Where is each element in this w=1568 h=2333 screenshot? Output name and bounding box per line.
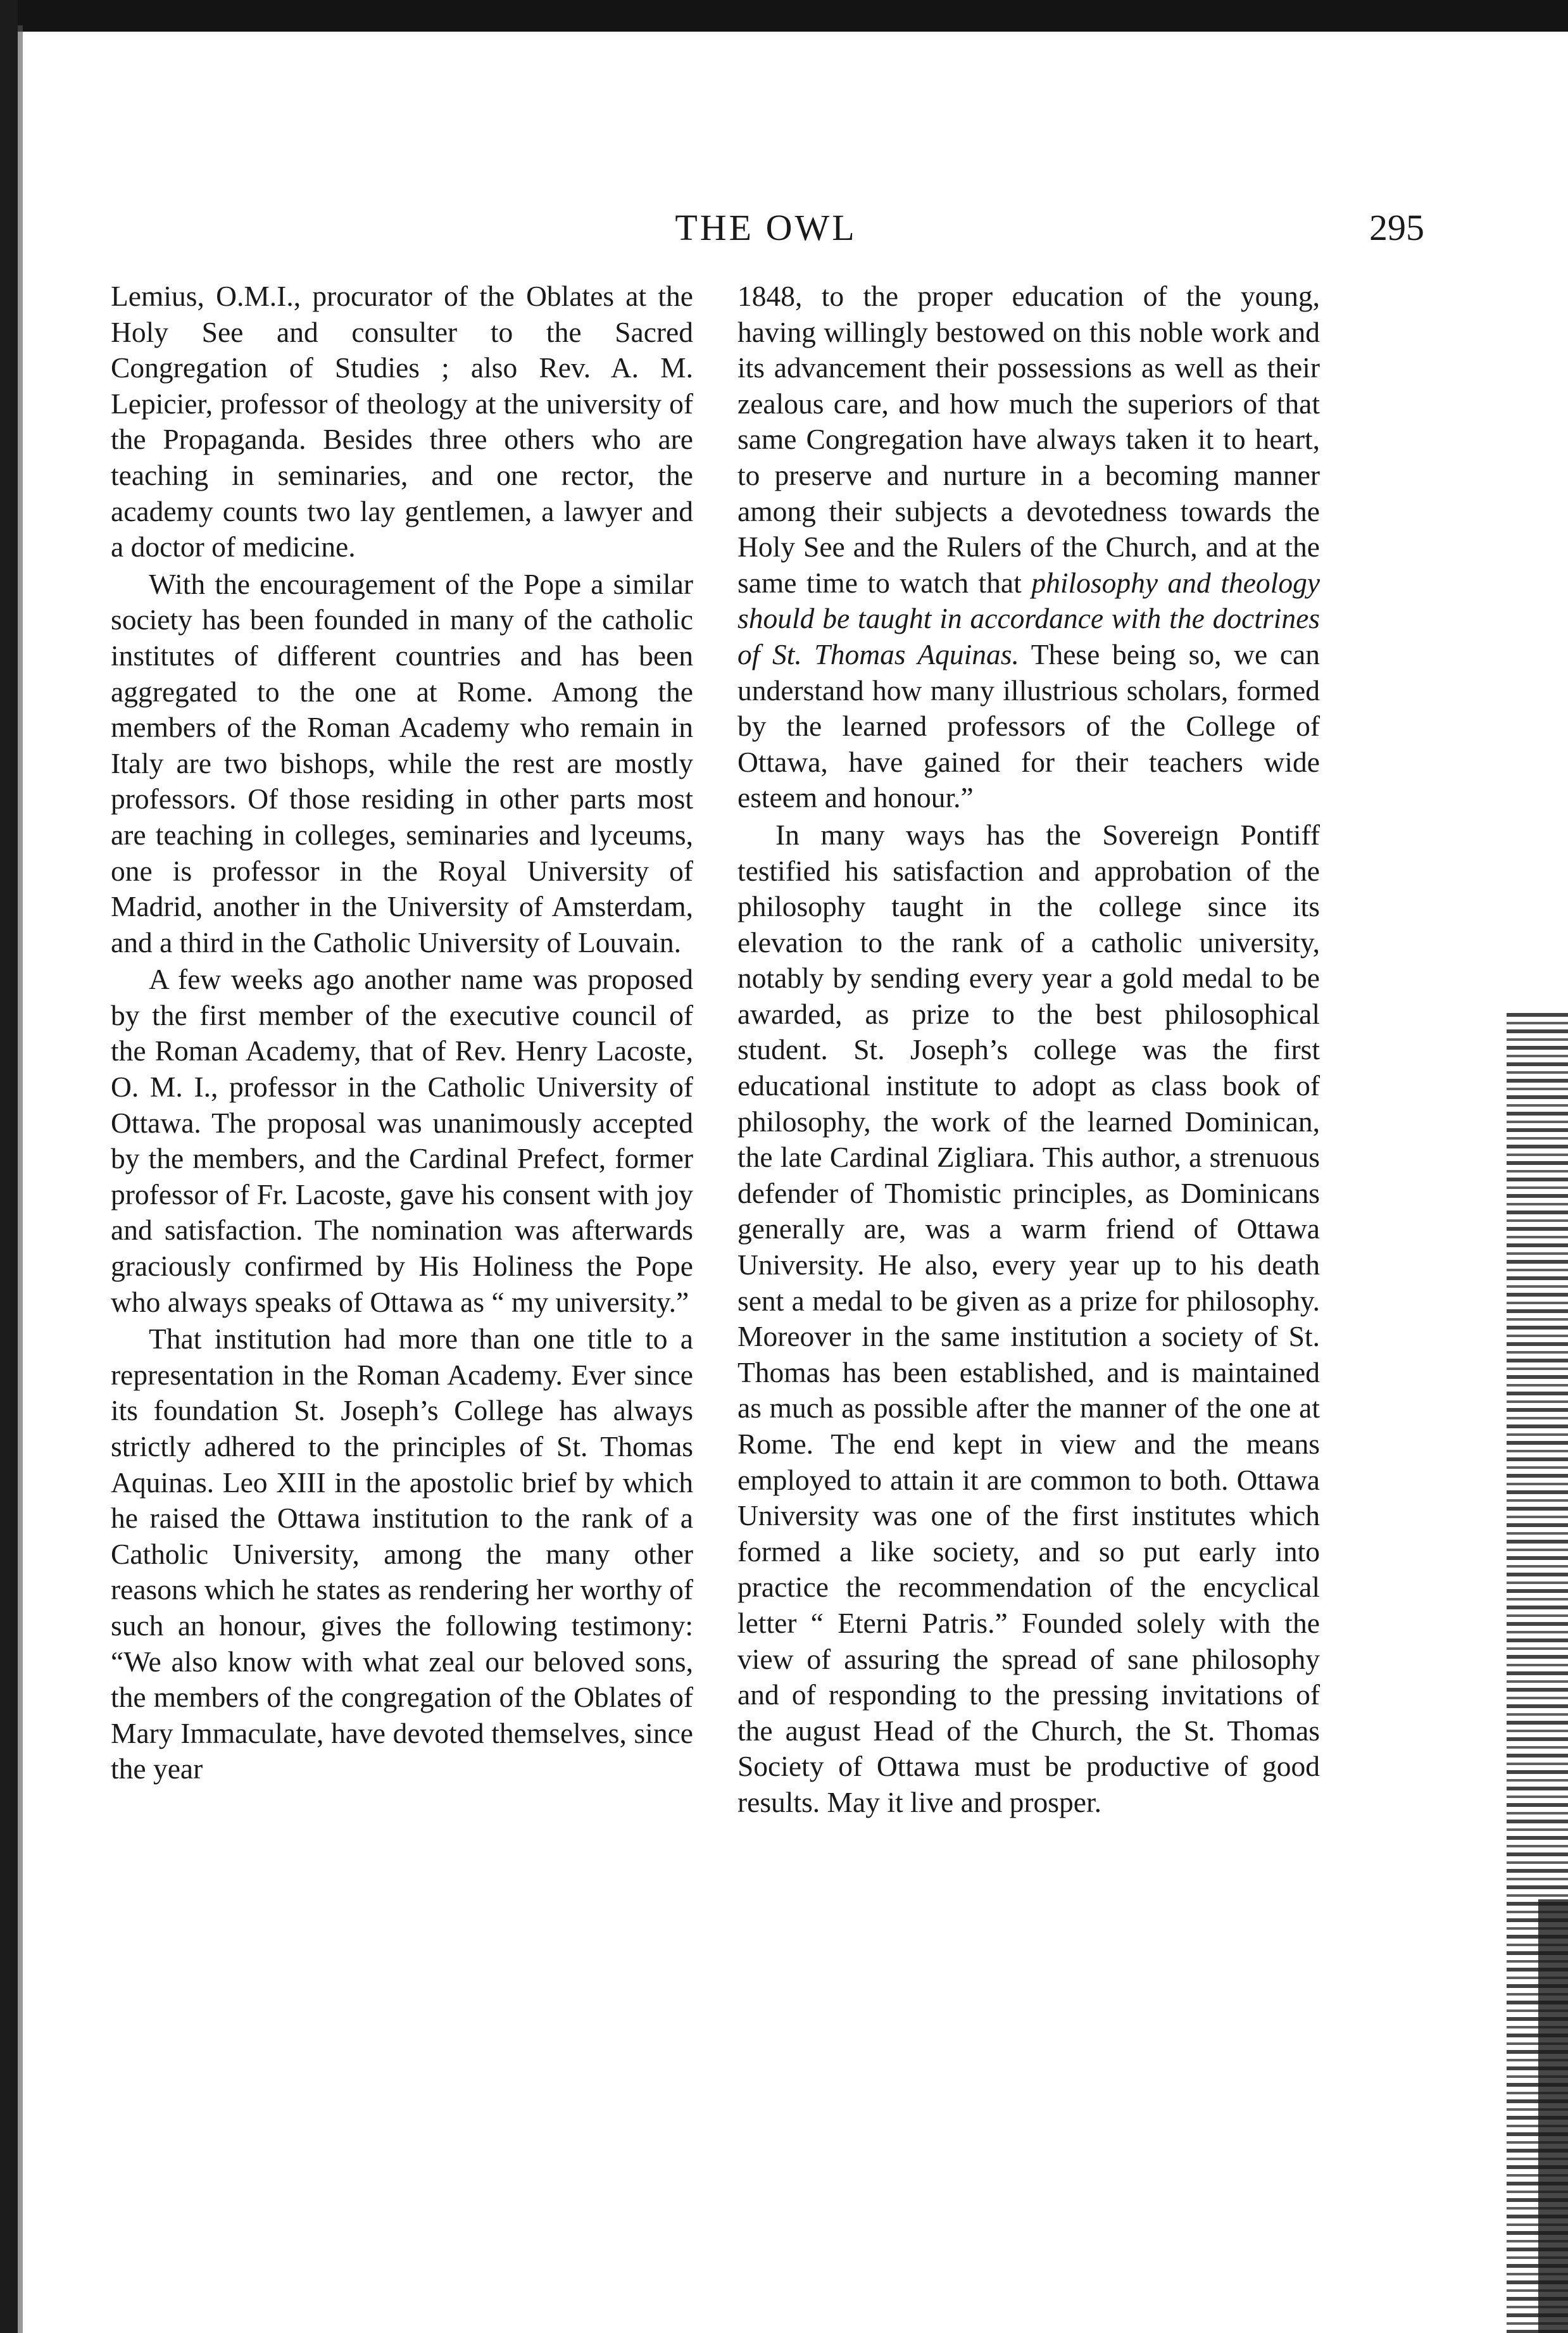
right-paragraph-1-italic: philosophy and theology should be taught in accordance with the doctrines of St. Thomas Aquinas. bbox=[737, 566, 1320, 670]
right-paragraph-1 bbox=[737, 279, 1320, 816]
right-paragraph-1-start: 1848, to the proper education of the young, having willingly bestowed on this noble work and its advancement their possessions as well as their zealous care, and how much the superiors of that same Congregation have always taken it to heart, to preserve and nurture in a becoming manner among their subjects a devotedness towards the Holy See and the Rulers of the Church, and at the same time to watch that bbox=[737, 280, 1320, 599]
left-paragraph-1: Lemius, O.M.I., procurator of the Oblates at the Holy See and consulter to the Sacred Congregation of Studies ; also Rev. A. M. Lepicier, professor of theology at the university of the Propaganda. Besides three others who are teaching in seminaries, and one rector, the academy counts two lay gentlemen, a lawyer and a doctor of medicine. bbox=[111, 280, 693, 563]
scan-left-border bbox=[0, 0, 18, 2333]
scan-left-shadow bbox=[18, 25, 23, 2333]
left-paragraph-2: With the encouragement of the Pope a similar society has been founded in many of the catholic institutes of different countries and has been aggregated to the one at Rome. Among the members of the Roman Academy who remain in Italy are two bishops, while the rest are mostly professors. Of those residing in other parts most are teaching in colleges, seminaries and lyceums, one is professor in the Royal University of Madrid, another in the University of Amsterdam, and a third in the Catholic University of Louvain. bbox=[111, 567, 693, 959]
page-number: 295 bbox=[1369, 207, 1424, 248]
running-title: THE OWL bbox=[675, 207, 857, 248]
left-paragraph-3: A few weeks ago another name was proposed by the first member of the executive council of the Roman Academy, that of Rev. Henry Lacoste, O. M. I., professor in the Catholic University of Ottawa. The proposal was unanimously accepted by the members, and the Cardinal Prefect, former professor of Fr. Lacoste, gave his consent with joy and satisfaction. The nomination was afterwards graciously confirmed by His Holiness the Pope who always speaks of Ottawa as “ my university.” bbox=[111, 963, 693, 1318]
right-paragraph-1-end: These being so, we can understand how many illustrious scholars, formed by the learned professors of the College of Ottawa, have gained for their teachers wide esteem and honour.” bbox=[737, 638, 1320, 814]
page-header bbox=[108, 206, 1424, 250]
scan-right-edge-dark bbox=[1538, 1899, 1568, 2333]
scan-top-border bbox=[0, 0, 1568, 32]
right-paragraph-2: In many ways has the Sovereign Pontiff testified his satisfaction and approbation of the philosophy taught in the college since its elevation to the rank of a catholic university, notably by sending every year a gold medal to be awarded, as prize to the best philosophical student. St. Joseph’s college was the first educational institute to adopt as class book of philosophy, the work of the learned Dominican, the late Cardinal Zigliara. This author, a strenuous defender of Thomistic principles, as Dominicans generally are, was a warm friend of Ottawa University. He also, every year up to his death sent a medal to be given as a prize for philosophy. Moreover in the same institution a society of St. Thomas has been established, and is maintained as much as possible after the manner of the one at Rome. The end kept in view and the means employed to attain it are common to both. Ottawa University was one of the first institutes which formed a like society, and so put early into practice the recommendation of the encyclical letter “ Eterni Patris.” Founded solely with the view of assuring the spread of sane philosophy and of responding to the pressing invitations of the august Head of the Church, the St. Thomas Society of Ottawa must be productive of good results. May it live and prosper. bbox=[737, 818, 1320, 1818]
left-paragraph-4: That institution had more than one title to a representation in the Roman Academy. Ever since its foundation St. Joseph’s College has always strictly adhered to the principles of St. Thomas Aquinas. Leo XIII in the apostolic brief by which he raised the Ottawa institution to the rank of a Catholic University, among the many other reasons which he states as rendering her worthy of such an honour, gives the following testimony: “We also know with what zeal our beloved sons, the members of the congregation of the Oblates of Mary Immaculate, have devoted themselves, since the year bbox=[111, 1323, 693, 1785]
right-column bbox=[737, 279, 1320, 1821]
left-column bbox=[111, 279, 693, 1787]
